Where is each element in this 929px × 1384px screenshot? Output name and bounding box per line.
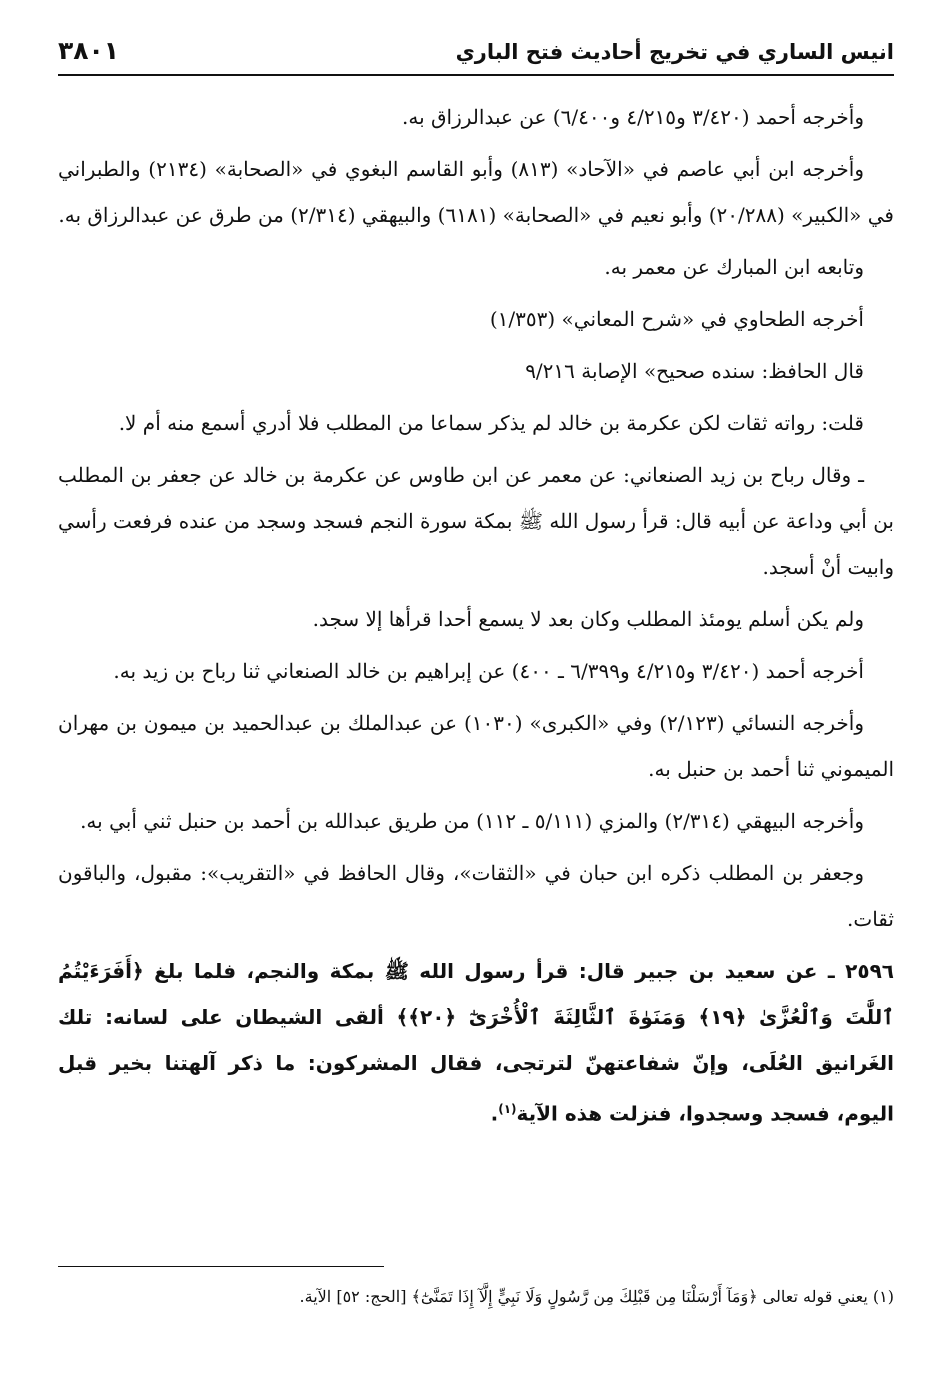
hadith-entry — [58, 948, 894, 1137]
paragraph: قلت: رواته ثقات لكن عكرمة بن خالد لم يذكر سماعا من المطلب فلا أدري أسمع منه أم لا. — [118, 411, 864, 435]
hadith-number: ٢٥٩٦ — [845, 959, 894, 983]
page-body — [58, 94, 894, 1137]
hadith-end: . — [490, 1101, 499, 1126]
page-header — [58, 30, 894, 76]
paragraph: ـ وقال رباح بن زيد الصنعاني: عن معمر عن ابن طاوس عن عكرمة بن خالد عن جعفر بن المطلب بن أبي وداعة عن أبيه قال: قرأ رسول الله ﷺ بمكة سورة النجم فسجد وسجد من عنده فرفعت رأسي وابيت أنْ أسجد. — [58, 463, 894, 579]
footnote — [58, 1282, 894, 1312]
running-title: انيس الساري في تخريج أحاديث فتح الباري — [455, 40, 894, 64]
footnote-divider — [58, 1266, 384, 1267]
paragraph: وأخرجه البيهقي (٢/٣١٤) والمزي (٥/١١١ ـ ١١٢) من طريق عبدالله بن أحمد بن حنبل ثني أبي به. — [80, 809, 864, 833]
paragraph: ولم يكن أسلم يومئذ المطلب وكان بعد لا يسمع أحدا قرأها إلا سجد. — [312, 607, 864, 631]
paragraph: وأخرجه ابن أبي عاصم في «الآحاد» (٨١٣) وأبو القاسم البغوي في «الصحابة» (٢١٣٤) والطبراني في «الكبير» (٢٠/٢٨٨) وأبو نعيم في «الصحابة» (٦١٨١) والبيهقي (٢/٣١٤) من طرق عن عبدالرزاق به. — [58, 157, 894, 227]
hadith-text: ـ عن سعيد بن جبير قال: قرأ رسول الله ﷺ بمكة والنجم، فلما بلغ ﴿أَفَرَءَيْتُمُ ٱللَّٰتَ وَٱلْعُزَّىٰ ﴿١٩﴾ وَمَنَوٰةَ ٱلثَّالِثَةَ ٱلْأُخْرَىٰٓ ﴿٢٠﴾﴾ ألقى الشيطان على لسانه: تلك الغَرانيق العُلَى، وإنّ شفاعتهنّ لترتجى، فقال المشركون: ما ذكر آلهتنا بخير قبل اليوم، فسجد وسجدوا، فنزلت هذه الآية — [58, 959, 894, 1126]
footnote-marker: (١) — [872, 1287, 894, 1306]
paragraph: وتابعه ابن المبارك عن معمر به. — [604, 255, 864, 279]
paragraph: قال الحافظ: سنده صحيح» الإصابة ٩/٢١٦ — [525, 359, 864, 383]
book-page — [58, 30, 894, 1360]
footnote-reference[interactable]: (١) — [498, 1102, 517, 1116]
paragraph: وأخرجه النسائي (٢/١٢٣) وفي «الكبرى» (١٠٣٠) عن عبدالملك بن عبدالحميد بن ميمون بن مهران الميموني ثنا أحمد بن حنبل به. — [58, 711, 894, 781]
paragraph: وجعفر بن المطلب ذكره ابن حبان في «الثقات»، وقال الحافظ في «التقريب»: مقبول، والباقون ثقات. — [58, 861, 894, 931]
paragraph: أخرجه أحمد (٣/٤٢٠ و٤/٢١٥ و٦/٣٩٩ ـ ٤٠٠) عن إبراهيم بن خالد الصنعاني ثنا رباح بن زيد به. — [113, 659, 864, 683]
page-number: ٣٨٠١ — [58, 36, 120, 65]
footnote-text: يعني قوله تعالى ﴿وَمَآ أَرْسَلْنَا مِن قَبْلِكَ مِن رَّسُولٍ وَلَا نَبِيٍّ إِلَّآ إِذَا تَمَنَّىٰٓ﴾ [الحج: ٥٢] الآية. — [299, 1287, 868, 1306]
paragraph: أخرجه الطحاوي في «شرح المعاني» (١/٣٥٣) — [489, 307, 864, 331]
paragraph: وأخرجه أحمد (٣/٤٢٠ و٤/٢١٥ و٦/٤٠٠) عن عبدالرزاق به. — [402, 105, 864, 129]
